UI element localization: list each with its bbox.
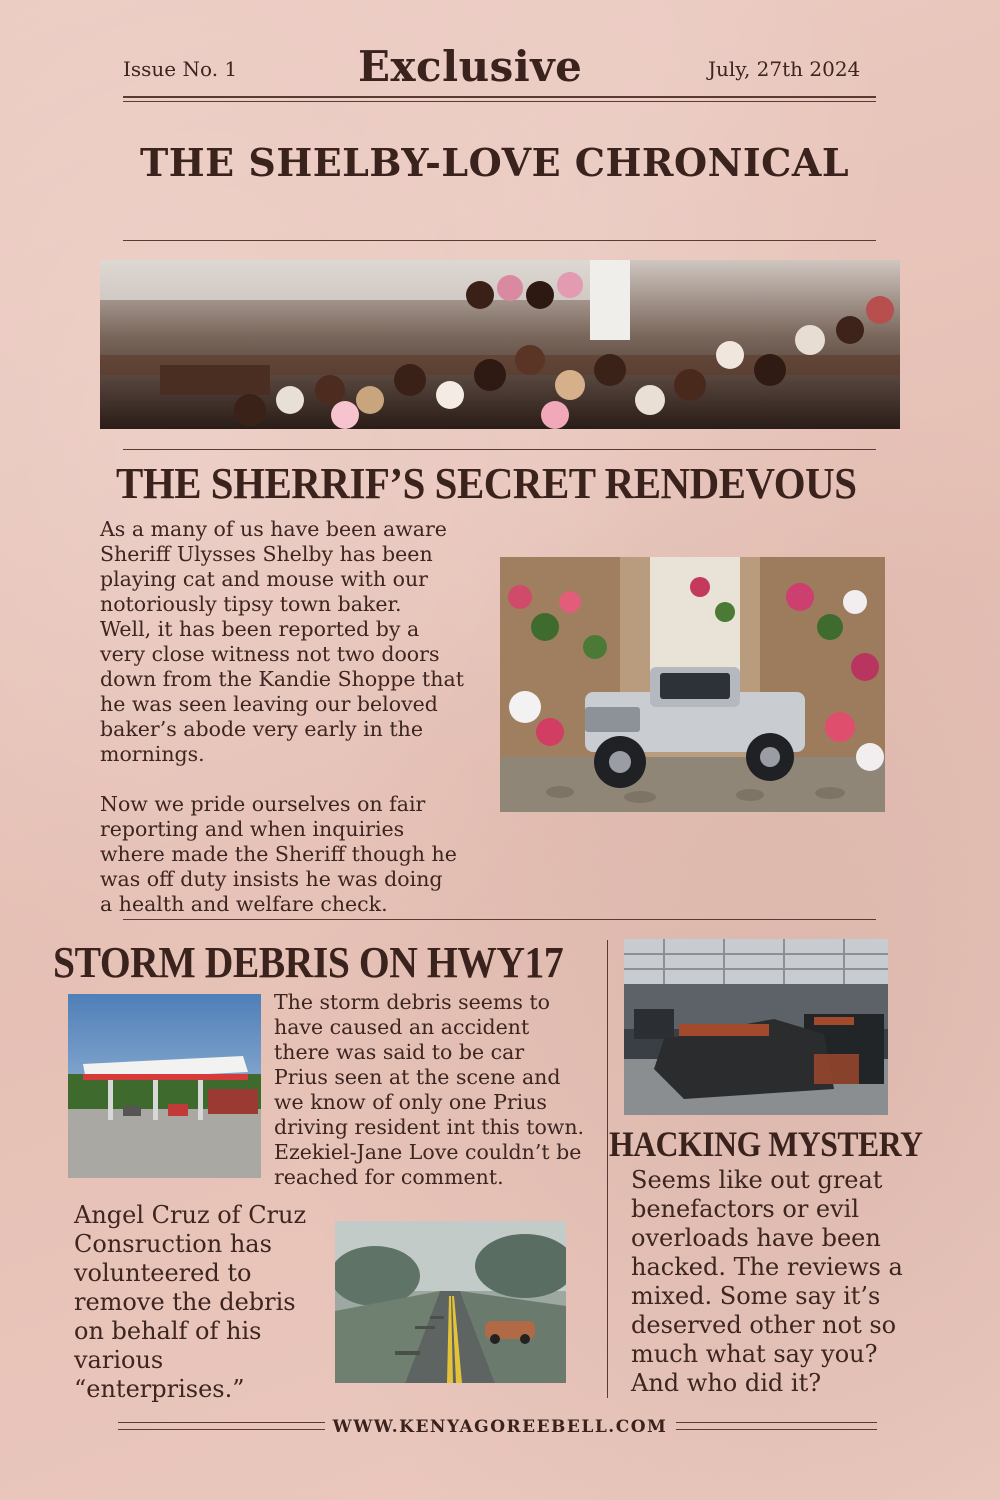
bakery-banner-image	[100, 260, 900, 429]
sheriff-headline: THE SHERRIF’S SECRET RENDEVOUS	[116, 459, 857, 508]
warehouse-tank-image	[624, 939, 888, 1115]
column-divider	[607, 940, 608, 1398]
exclusive-label: Exclusive	[358, 42, 583, 91]
masthead-rule-top-thin	[123, 101, 876, 102]
issue-number: Issue No. 1	[123, 57, 238, 81]
hacking-paragraph-1: Seems like out great benefactors or evil overloads have been hacked. The reviews a mixed. Some say it’s deserved other not so much what say you? And who did it?	[631, 1166, 903, 1397]
hacking-headline: HACKING MYSTERY	[609, 1124, 923, 1164]
storm-headline: STORM DEBRIS ON HWY17	[53, 938, 564, 987]
footer-website: WWW.KENYAGOREEBELL.COM	[332, 1417, 668, 1437]
storm-paragraph-2: Angel Cruz of Cruz Consruction has volunteered to remove the debris on behalf of his various “enterprises.”	[74, 1201, 307, 1403]
issue-date: July, 27th 2024	[708, 57, 861, 81]
sheriff-paragraph-1: As a many of us have been aware Sheriff Ulysses Shelby has been playing cat and mouse with our notoriously tipsy town baker. Well, it has been reported by a very close witness not two doors down from the Kandie Shoppe that he was seen leaving our beloved baker’s abode very early in the mornings.	[100, 517, 464, 766]
title-rule	[123, 240, 876, 241]
gas-station-image	[68, 994, 261, 1178]
masthead-rule-top	[123, 96, 876, 98]
storm-paragraph-1: The storm debris seems to have caused an accident there was said to be car Prius seen at the scene and we know of only one Prius driving resident int this town. Ezekiel-Jane Love couldn’t be reached for comment.	[274, 990, 585, 1189]
sheriff-bottom-rule	[123, 919, 876, 920]
newspaper-title: THE SHELBY-LOVE CHRONICAL	[140, 140, 850, 185]
truck-alley-image	[500, 557, 885, 812]
footer-rule-right-bottom	[676, 1429, 877, 1430]
storm-road-image	[335, 1221, 566, 1383]
sheriff-paragraph-2: Now we pride ourselves on fair reporting and when inquiries where made the Sheriff though he was off duty insists he was doing a health and welfare check.	[100, 792, 457, 916]
footer-rule-right-top	[676, 1422, 877, 1423]
banner-rule	[123, 449, 876, 450]
